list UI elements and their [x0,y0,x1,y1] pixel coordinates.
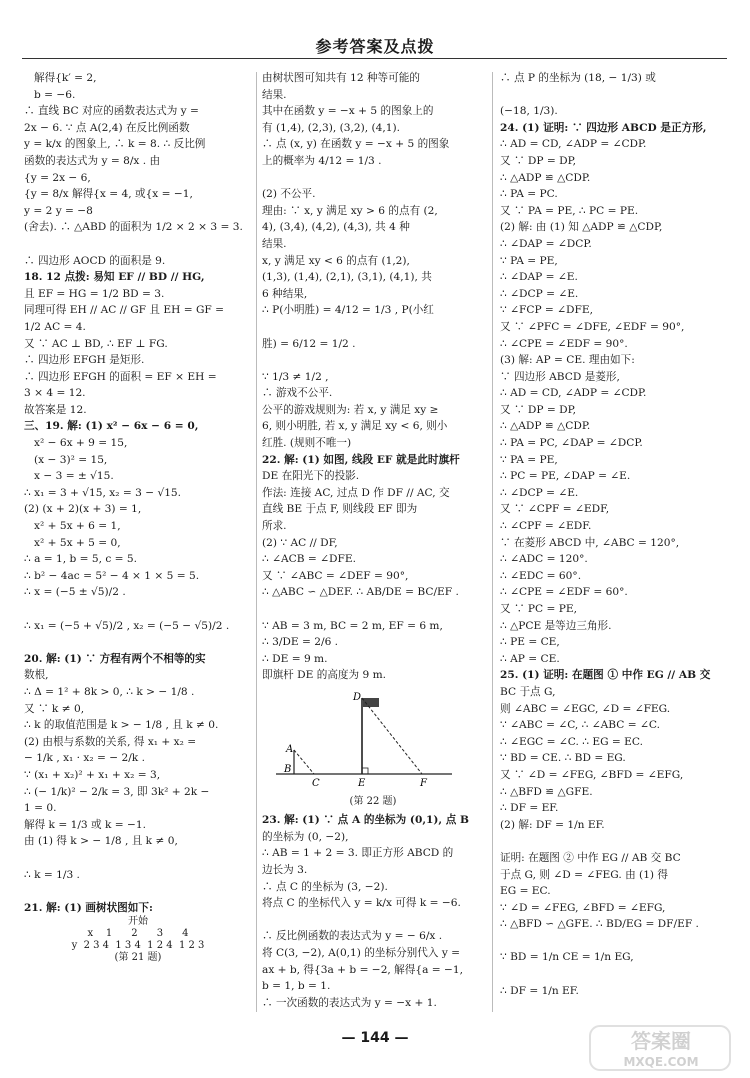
text-line: 有 (1,4), (2,3), (3,2), (4,1). [262,121,400,134]
text-line: 4), (3,4), (4,2), (4,3), 共 4 种 [262,221,410,234]
text-line: ∴ 点 (x, y) 在函数 y = −x + 5 的图象 [262,138,450,151]
text-line: 又 ∵ ∠CPF = ∠EDF, [500,503,610,516]
text-line: 理由: ∵ x, y 满足 xy > 6 的点有 (2, [262,204,438,217]
text-line: 6, 则小明胜, 若 x, y 满足 xy < 6, 则小 [262,420,448,433]
flagpole-shadow-diagram [262,688,462,788]
text-line [262,352,484,369]
text-line: 20. 解: (1) ∵ 方程有两个不相等的实 [24,652,206,665]
text-line: ∴ 一次函数的表达式为 y = −x + 1. [262,996,437,1009]
point-label-d: D [353,691,362,703]
text-line [24,634,252,651]
text-line: (2) 由根与系数的关系, 得 x₁ + x₂ = [24,735,197,748]
tree-diagram [24,916,252,964]
text-line: ∵ AB = 3 m, BC = 2 m, EF = 6 m, [262,619,443,632]
point-label-b: B [284,763,292,775]
text-line [500,966,728,983]
text-line: ∴ PC = PE, ∠DAP = ∠E. [500,470,631,483]
text-line [24,236,252,253]
text-line: ∴ AB = 1 + 2 = 3. 即正方形 ABCD 的 [262,847,454,860]
text-line: {y = 2x − 6, [24,171,91,184]
text-line [24,883,252,900]
point-label-c: C [312,777,320,788]
ray-ac [294,750,314,774]
text-line: 函数的表达式为 y = 8/x . 由 [24,154,161,167]
text-line: 于点 G, 则 ∠D = ∠FEG. 由 (1) 得 [500,868,669,881]
text-line: 3 × 4 = 12. [24,387,86,400]
figure-22 [262,688,484,810]
text-line: 即旗杆 DE 的高度为 9 m. [262,669,387,682]
text-line: ∴ 点 P 的坐标为 (18, − 1/3) 或 [500,72,656,84]
column-middle [262,70,484,1010]
text-line: ∴ 四边形 EFGH 的面积 = EF × EH = [24,370,217,383]
text-line: 红胜. (规则不唯一) [262,437,352,450]
text-line [24,850,252,867]
text-line [500,999,728,1010]
text-line: ∴ k 的取值范围是 k > − 1/8 , 且 k ≠ 0. [24,719,219,732]
text-line: x − 3 = ± √15. [34,470,114,483]
text-line: x² − 6x + 9 = 15, [34,437,128,450]
text-line [262,319,484,336]
text-line: ∴ 3/DE = 2/6 . [262,636,339,649]
text-line: ∵ PA = PE, [500,254,558,267]
text-line: 三、19. 解: (1) x² − 6x − 6 = 0, [24,420,199,433]
text-line: ∴ ∠CPE = ∠EDF = 90°. [500,337,628,350]
text-line: ∵ ∠D = ∠FEG, ∠BFD = ∠EFG, [500,901,666,914]
text-line: 1/2 AC = 4. [24,320,86,333]
text-line: 边长为 3. [262,863,308,876]
text-line: 故答案是 12. [24,403,87,416]
text-line: ∵ (x₁ + x₂)² + x₁ + x₂ = 3, [24,768,161,781]
figure-22-caption: (第 22 题) [349,795,397,807]
text-line: ∴ (− 1/k)² − 2/k = 3, 即 3k² + 2k − [24,785,210,798]
text-line: (3) 解: AP = CE. 理由如下: [500,354,635,367]
text-line: ∴ AD = CD, ∠ADP = ∠CDP. [500,138,647,151]
text-line: ∴ △ADP ≌ △CDP. [500,420,591,433]
text-line: 又 ∵ AC ⊥ BD, ∴ EF ⊥ FG. [24,337,168,350]
text-line: ∴ k = 1/3 . [24,868,80,881]
text-line: ∴ ∠ADC = 120°. [500,553,588,566]
text-line: 数根, [24,669,49,682]
column-middle-continued [262,812,484,1010]
tree-y-row: y 2 3 4 1 3 4 1 2 4 1 2 3 [71,940,205,952]
column-left [24,70,252,1010]
text-line: x, y 满足 xy < 6 的点有 (1,2), [262,254,410,267]
text-line: 又 ∵ ∠PFC = ∠DFE, ∠EDF = 90°, [500,320,685,333]
point-label-e: E [358,777,366,788]
text-line: ∴ AD = CD, ∠ADP = ∠CDP. [500,387,647,400]
text-line: x² + 5x + 6 = 1, [34,520,121,533]
text-line: 结果. [262,88,287,101]
text-line: 作法: 连接 AC, 过点 D 作 DF // AC, 交 [262,486,450,499]
column-divider-left [256,72,257,1012]
text-line: 上的概率为 4/12 = 1/3 . [262,154,382,167]
watermark-text-cn: 答案圈 [631,1029,691,1053]
text-line: − 1/k , x₁ · x₂ = − 2/k . [24,752,145,765]
text-line: y = k/x 的图象上, ∴ k = 8. ∴ 反比例 [24,138,206,151]
text-line: 将点 C 的坐标代入 y = k/x 可得 k = −6. [262,897,461,910]
text-line: 解得{k′ = 2, [34,72,97,84]
text-line: 公平的游戏规则为: 若 x, y 满足 xy ≥ [262,403,439,416]
text-line: EG = EC. [500,885,551,898]
text-line: 其中在函数 y = −x + 5 的图象上的 [262,105,434,118]
text-line: 直线 BE 于点 F, 则线段 EF 即为 [262,503,418,516]
page-title: 参考答案及点拨 [315,37,435,56]
text-line: b = 1, b = 1. [262,980,331,993]
text-line: ∴ 反比例函数的表达式为 y = − 6/x . [262,930,443,943]
text-line [500,933,728,950]
text-line: (x − 3)² = 15, [34,453,108,466]
text-line: ∵ 四边形 ABCD 是菱形, [500,370,620,383]
text-line: 18. 12 点拨: 易知 EF // BD // HG, [24,271,205,284]
text-line: 又 ∵ k ≠ 0, [24,702,85,715]
text-line: ax + b, 得{3a + b = −2, 解得{a = −1, [262,963,464,976]
header-rule [22,58,727,59]
text-line: ∴ DF = 1/n EF. [500,984,579,997]
text-line: 所求. [262,520,287,533]
tree-diagram-slot [24,916,252,964]
text-line: ∴ △ADP ≌ △CDP. [500,171,591,184]
text-line: ∴ △BFD ≌ △GFE. [500,785,593,798]
text-line: 2x − 6. ∵ 点 A(2,4) 在反比例函数 [24,121,190,134]
text-line: 且 EF = HG = 1/2 BD = 3. [24,287,165,300]
text-line: ∴ ∠EGC = ∠C. ∴ EG = EC. [500,735,643,748]
text-line: 22. 解: (1) 如图, 线段 EF 就是此时旗杆 [262,453,460,466]
text-line: ∴ △BFD ∽ △GFE. ∴ BD/EG = DF/EF . [500,918,699,931]
text-line: ∵ ∠ABC = ∠C, ∴ ∠ABC = ∠C. [500,719,660,732]
text-line: ∴ ∠CPE = ∠EDF = 60°. [500,586,628,599]
column-divider-right [492,72,493,1012]
text-line: 胜) = 6/12 = 1/2 . [262,337,356,350]
text-line: ∴ 游戏不公平. [262,387,333,400]
text-line: 24. (1) 证明: ∵ 四边形 ABCD 是正方形, [500,121,707,134]
text-line: {y = 8/x 解得{x = 4, 或{x = −1, [24,188,193,201]
watermark-logo [586,1022,736,1074]
text-line: 由树状图可知共有 12 种等可能的 [262,72,420,84]
text-line: 1 = 0. [24,802,57,815]
text-line: 证明: 在题图 ② 中作 EG // AB 交 BC [500,851,681,864]
text-line: 同理可得 EH // AC // GF 且 EH = GF = [24,304,224,317]
text-line: y = 2 y = −8 [24,204,93,217]
text-line: (2) ∵ AC // DF, [262,536,338,549]
text-line: ∴ 点 C 的坐标为 (3, −2). [262,880,388,893]
text-line: 又 ∵ DP = DP, [500,154,576,167]
page-header [0,0,750,60]
text-line: ∵ 在菱形 ABCD 中, ∠ABC = 120°, [500,536,680,549]
figure-22-slot [262,688,484,810]
text-line: ∴ ∠DAP = ∠E. [500,271,578,284]
text-line: ∴ ∠ACB = ∠DFE. [262,553,356,566]
text-line: x² + 5x + 5 = 0, [34,536,121,549]
text-line: (2) (x + 2)(x + 3) = 1, [24,503,142,516]
text-line: ∴ PA = PC. [500,188,558,201]
text-line: ∵ ∠FCP = ∠DFE, [500,304,594,317]
text-line: ∴ P(小明胜) = 4/12 = 1/3 , P(小红 [262,304,434,317]
text-line: 又 ∵ PA = PE, ∴ PC = PE. [500,204,639,217]
text-line: ∴ ∠DCP = ∠E. [500,486,579,499]
text-line: ∴ x₁ = (−5 + √5)/2 , x₂ = (−5 − √5)/2 . [24,619,230,632]
text-line: ∴ ∠CPF = ∠EDF. [500,520,592,533]
tree-start-label: 开始 [128,916,148,928]
text-line: 25. (1) 证明: 在题图 ① 中作 EG // AB 交 [500,669,711,682]
text-line: 23. 解: (1) ∵ 点 A 的坐标为 (0,1), 点 B [262,814,469,827]
text-line: 结果. [262,237,287,250]
text-line: 6 种结果, [262,287,308,300]
text-line: ∵ PA = PE, [500,453,558,466]
text-line: ∴ PA = PC, ∠DAP = ∠DCP. [500,437,643,450]
column-right [500,70,728,1010]
text-line: 将 C(3, −2), A(0,1) 的坐标分别代入 y = [262,946,461,959]
text-line: ∴ a = 1, b = 5, c = 5. [24,553,138,566]
text-line: 解得 k = 1/3 或 k = −1. [24,818,146,831]
text-line: ∴ DF = EF. [500,802,559,815]
text-line: ∴ 四边形 AOCD 的面积是 9. [24,254,166,267]
text-line: BC 于点 G, [500,685,556,698]
tree-caption: (第 21 题) [114,952,162,964]
text-line: (1,3), (1,4), (2,1), (3,1), (4,1), 共 [262,271,432,284]
text-line: ∵ BD = 1/n CE = 1/n EG, [500,951,634,964]
text-line [262,601,484,618]
ray-df [362,698,422,774]
text-line: 又 ∵ ∠ABC = ∠DEF = 90°, [262,569,409,582]
text-line: ∴ △ABC ∽ △DEF. ∴ AB/DE = BC/EF . [262,586,459,599]
text-line: 21. 解: (1) 画树状图如下: [24,901,153,914]
text-line: 的坐标为 (0, −2), [262,830,349,843]
text-line: ∴ x = (−5 ± √5)/2 . [24,586,126,599]
text-line: ∴ x₁ = 3 + √15, x₂ = 3 − √15. [24,486,182,499]
text-line: b = −6. [34,88,76,101]
text-line: ∵ 1/3 ≠ 1/2 , [262,370,329,383]
tree-x-row: x 1 2 3 4 [87,928,189,940]
page-number: — 144 — [341,1030,409,1046]
text-line: ∴ b² − 4ac = 5² − 4 × 1 × 5 = 5. [24,569,200,582]
text-line: (2) 解: DF = 1/n EF. [500,818,605,831]
text-line: 又 ∵ ∠D = ∠FEG, ∠BFD = ∠EFG, [500,768,684,781]
text-line: (2) 不公平. [262,188,316,201]
text-line: (舍去). ∴ △ABD 的面积为 1/2 × 2 × 3 = 3. [24,221,243,234]
text-line: ∴ AP = CE. [500,652,560,665]
text-line: (2) 解: 由 (1) 知 △ADP ≌ △CDP, [500,221,663,234]
text-line: ∵ BD = CE. ∴ BD = EG. [500,752,626,765]
text-line: ∴ ∠DCP = ∠E. [500,287,579,300]
text-line: ∴ 直线 BC 对应的函数表达式为 y = [24,105,199,118]
text-line: 又 ∵ DP = DP, [500,403,576,416]
text-line [24,601,252,618]
right-angle-e [362,768,368,774]
point-label-a: A [286,743,294,755]
text-line: ∴ △PCE 是等边三角形. [500,619,612,632]
text-line [262,170,484,187]
text-line: DE 在阳光下的投影. [262,470,360,483]
point-label-f: F [420,777,427,788]
text-line: ∴ DE = 9 m. [262,652,328,665]
text-line: ∴ 四边形 EFGH 是矩形. [24,354,145,367]
text-line [500,87,728,104]
text-line: 又 ∵ PC = PE, [500,603,577,615]
text-line: ∴ ∠DAP = ∠DCP. [500,237,592,250]
text-line: (−18, 1/3). [500,105,558,118]
text-line: 则 ∠ABC = ∠EGC, ∠D = ∠FEG. [500,702,671,715]
text-line: ∴ Δ = 1² + 8k > 0, ∴ k > − 1/8 . [24,685,195,698]
text-line [262,912,484,929]
text-line [500,833,728,850]
watermark-text-url: MXQE.COM [623,1055,699,1069]
text-line: ∴ PE = CE, [500,636,560,649]
text-line: ∴ ∠EDC = 60°. [500,569,582,582]
text-line: 由 (1) 得 k > − 1/8 , 且 k ≠ 0, [24,835,178,848]
